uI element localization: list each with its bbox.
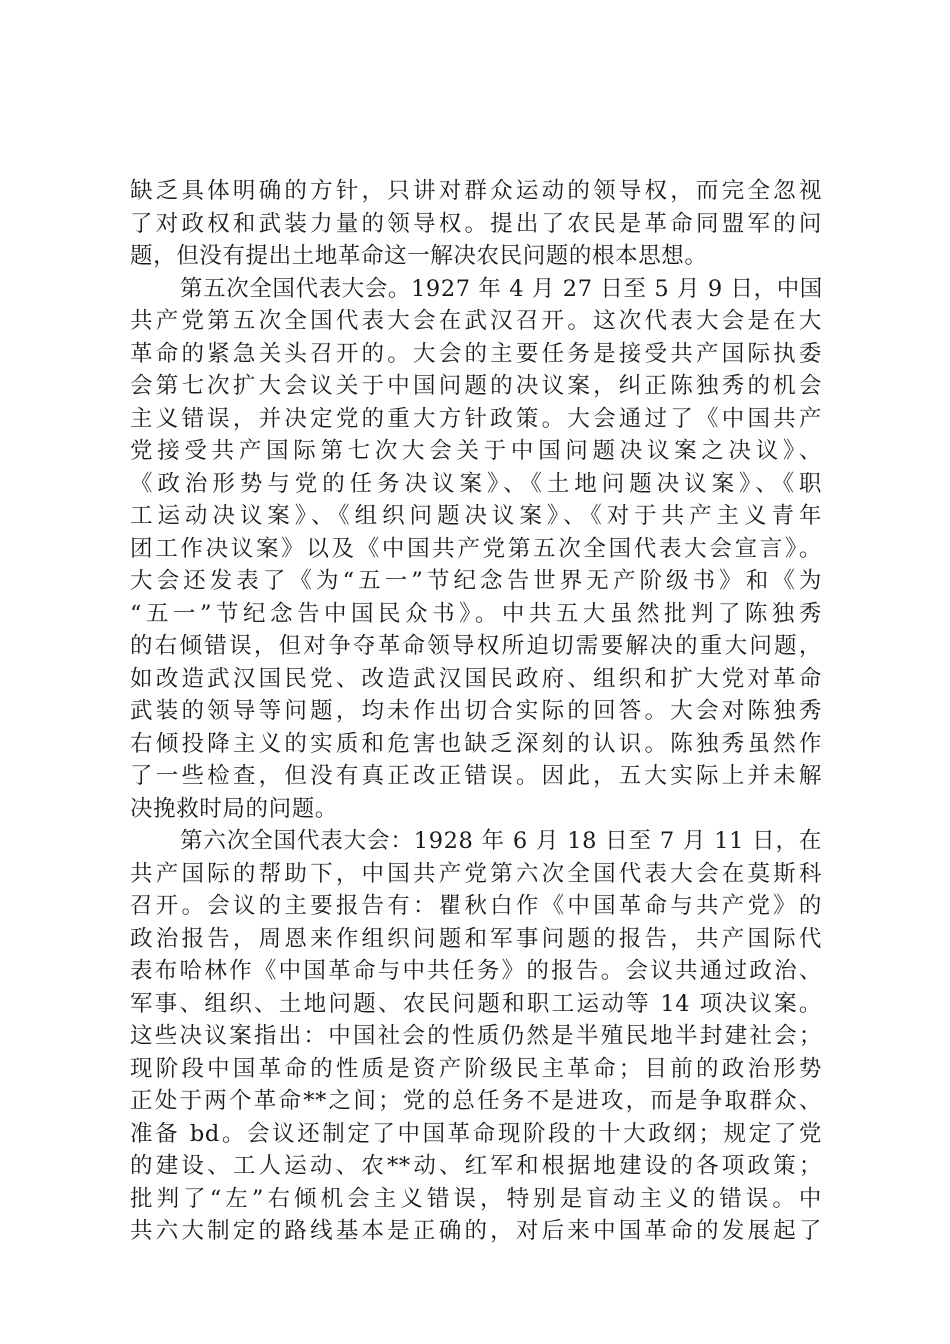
text-line: 右倾投降主义的实质和危害也缺乏深刻的认识。陈独秀虽然作 <box>130 730 822 757</box>
text-line: 了对政权和武装力量的领导权。提出了农民是革命同盟军的问 <box>130 210 822 237</box>
text-line: 如改造武汉国民党、改造武汉国民政府、组织和扩大党对革命 <box>130 665 822 692</box>
text-line: 这些决议案指出：中国社会的性质仍然是半殖民地半封建社会； <box>130 1023 822 1049</box>
text-line: 现阶段中国革命的性质是资产阶级民主革命；目前的政治形势 <box>130 1055 822 1082</box>
text-line: 共产党第五次全国代表大会在武汉召开。这次代表大会是在大 <box>130 308 822 334</box>
text-line: “五一”节纪念告中国民众书》。中共五大虽然批判了陈独秀 <box>130 600 822 627</box>
text-line: 革命的紧急关头召开的。大会的主要任务是接受共产国际执委 <box>130 340 822 367</box>
text-line: 正处于两个革命**之间；党的总任务不是进攻，而是争取群众、 <box>130 1088 822 1114</box>
text-line: 的建设、工人运动、农**动、红军和根据地建设的各项政策； <box>130 1153 822 1179</box>
text-line: 了一些检查，但没有真正改正错误。因此，五大实际上并未解 <box>130 763 822 789</box>
text-line: 召开。会议的主要报告有：瞿秋白作《中国革命与共产党》的 <box>130 893 822 919</box>
text-line: 工运动决议案》、《组织问题决议案》、《对于共产主义青年 <box>130 503 822 529</box>
text-line: 团工作决议案》以及《中国共产党第五次全国代表大会宣言》。 <box>130 535 822 562</box>
body-text <box>130 175 822 1248</box>
text-line: 党接受共产国际第七次大会关于中国问题决议案之决议》、 <box>130 438 822 464</box>
text-line: 第六次全国代表大会：1928 年 6 月 18 日至 7 月 11 日，在 <box>180 828 822 854</box>
text-line: 的右倾错误，但对争夺革命领导权所迫切需要解决的重大问题， <box>130 633 822 659</box>
text-line: 缺乏具体明确的方针，只讲对群众运动的领导权，而完全忽视 <box>130 178 822 204</box>
text-line: 题，但没有提出土地革命这一解决农民问题的根本思想。 <box>130 243 708 269</box>
text-line: 会第七次扩大会议关于中国问题的决议案，纠正陈独秀的机会 <box>130 373 822 399</box>
text-line: 批判了“左”右倾机会主义错误，特别是盲动主义的错误。中 <box>130 1185 822 1212</box>
text-line: 第五次全国代表大会。1927 年 4 月 27 日至 5 月 9 日，中国 <box>180 275 823 302</box>
text-line: 共产国际的帮助下，中国共产党第六次全国代表大会在莫斯科 <box>130 860 822 887</box>
text-line: 表布哈林作《中国革命与中共任务》的报告。会议共通过政治、 <box>130 958 822 984</box>
text-line: 准备 bd。会议还制定了中国革命现阶段的十大政纲；规定了党 <box>130 1120 822 1147</box>
text-line: 《政治形势与党的任务决议案》、《土地问题决议案》、《职 <box>130 470 822 497</box>
text-line: 共六大制定的路线基本是正确的，对后来中国革命的发展起了 <box>130 1218 822 1244</box>
text-line: 武装的领导等问题，均未作出切合实际的回答。大会对陈独秀 <box>130 698 822 724</box>
text-line: 主义错误，并决定党的重大方针政策。大会通过了《中国共产 <box>130 405 822 432</box>
text-line: 大会还发表了《为“五一”节纪念告世界无产阶级书》和《为 <box>130 568 822 594</box>
text-line: 决挽救时局的问题。 <box>130 795 338 822</box>
text-line: 政治报告，周恩来作组织问题和军事问题的报告，共产国际代 <box>130 925 822 952</box>
text-line: 军事、组织、土地问题、农民问题和职工运动等 14 项决议案。 <box>130 990 822 1017</box>
